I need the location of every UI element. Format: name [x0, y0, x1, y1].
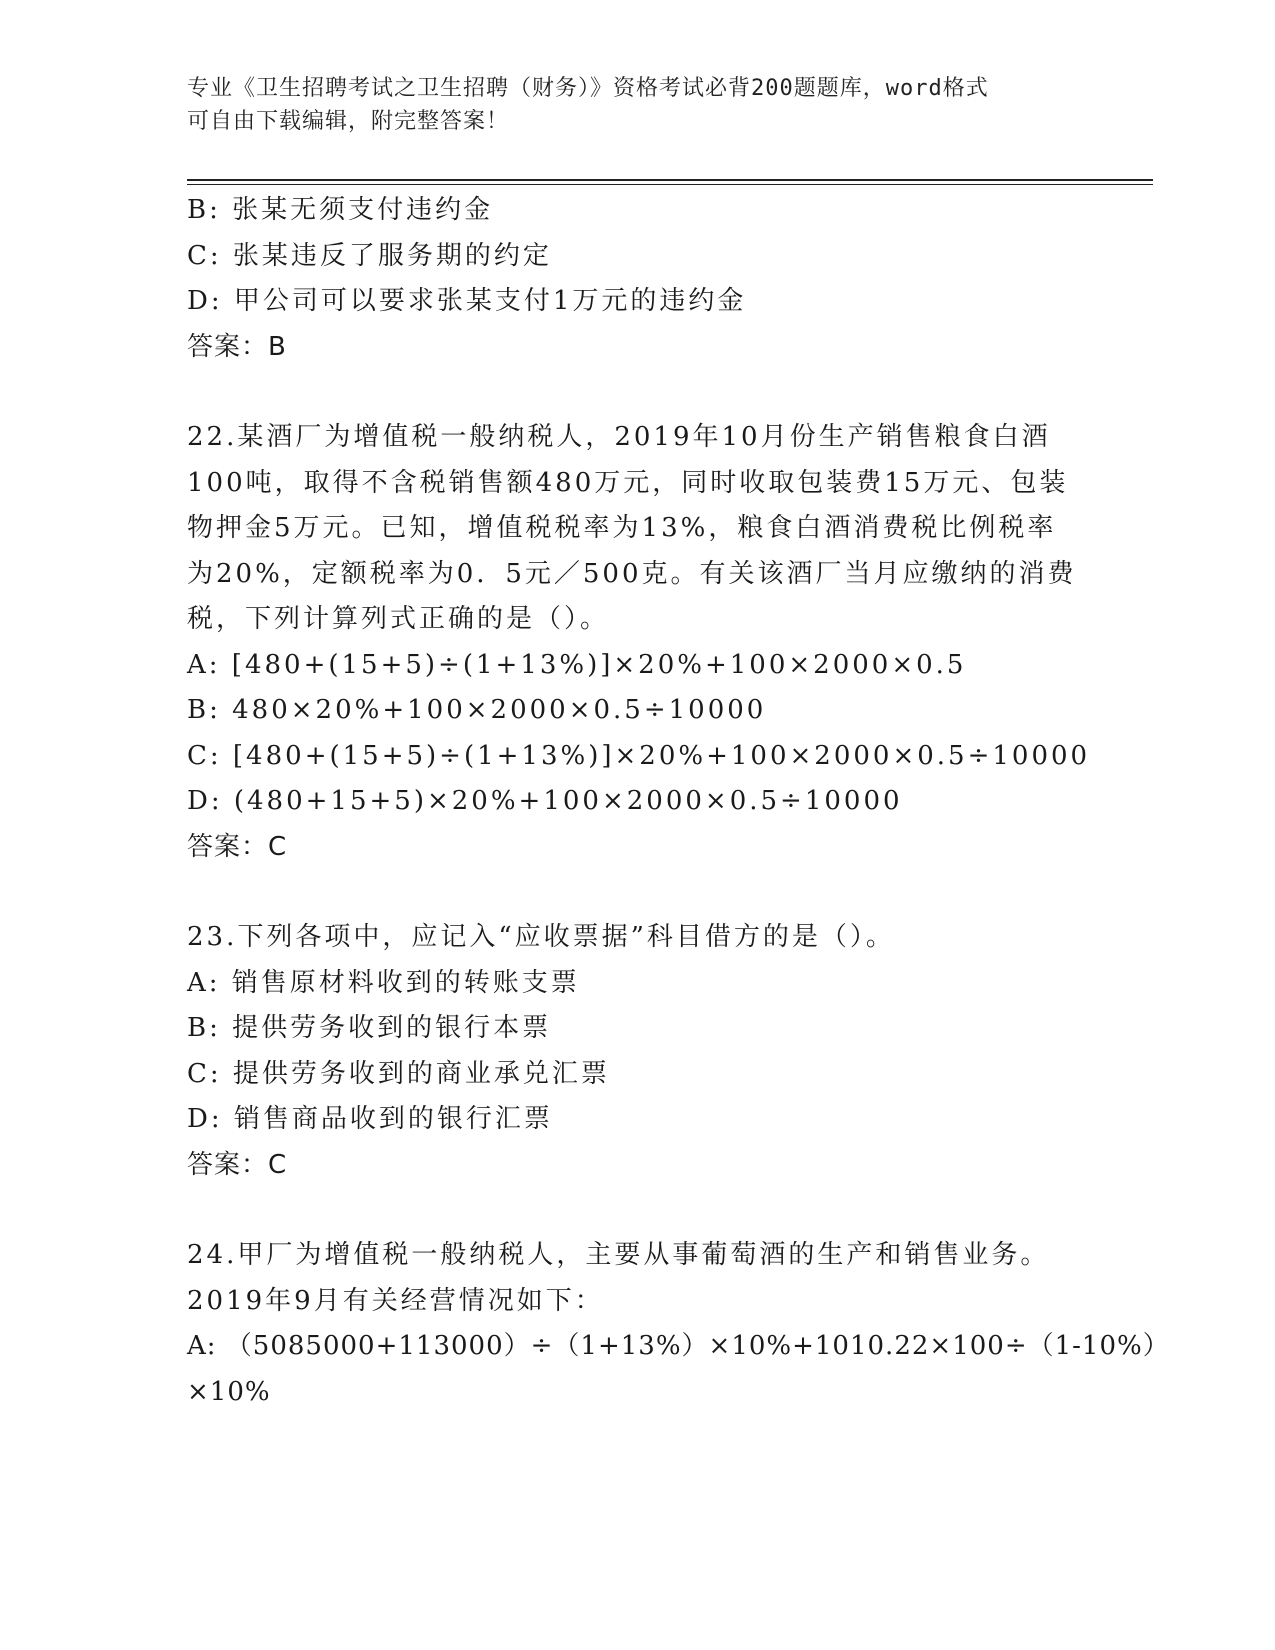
- option-b: B: 480×20%+100×2000×0.5÷10000: [187, 695, 767, 725]
- question-21: [187, 188, 1087, 370]
- option-a: A: （5085000+113000）÷（1+13%）×10%+1010.22×100÷（1-10%）: [187, 1331, 1170, 1361]
- document-body: [187, 188, 1170, 1415]
- header-divider-thin: [187, 184, 1153, 185]
- question-stem-line: 为20%，定额税率为0．5元／500克。有关该酒厂当月应缴纳的消费: [187, 558, 1077, 589]
- answer: 答案：C: [187, 1149, 288, 1180]
- header-line-1: 专业《卫生招聘考试之卫生招聘（财务）》资格考试必背200题题库，word格式: [187, 76, 989, 101]
- question-stem-line: 22.某酒厂为增值税一般纳税人，2019年10月份生产销售粮食白酒: [187, 422, 1051, 452]
- option-c: C: 张某违反了服务期的约定: [187, 240, 552, 271]
- option-d: D: (480+15+5)×20%+100×2000×0.5÷10000: [187, 786, 903, 816]
- option-a: A: [480+(15+5)÷(1+13%)]×20%+100×2000×0.5: [187, 649, 967, 680]
- spacer: [187, 1188, 1087, 1233]
- question-stem-line: 100吨，取得不含税销售额480万元，同时收取包装费15万元、包装: [187, 467, 1069, 498]
- option-a-continued: ×10%: [187, 1376, 271, 1407]
- question-stem-line: 物押金5万元。已知，增值税税率为13%，粮食白酒消费税比例税率: [187, 513, 1057, 543]
- option-a: A: 销售原材料收到的转账支票: [187, 967, 580, 998]
- option-c: C: 提供劳务收到的商业承兑汇票: [187, 1058, 610, 1089]
- option-d: D: 销售商品收到的银行汇票: [187, 1104, 553, 1134]
- question-22: [187, 415, 1091, 870]
- question-stem-line: 税，下列计算列式正确的是（）。: [187, 604, 610, 634]
- option-c: C: [480+(15+5)÷(1+13%)]×20%+100×2000×0.5÷10000: [187, 740, 1091, 771]
- document-header: [187, 72, 1087, 138]
- question-stem-line: 24.甲厂为增值税一般纳税人，主要从事葡萄酒的生产和销售业务。: [187, 1240, 1050, 1270]
- header-line-2: 可自由下载编辑，附完整答案！: [187, 109, 510, 134]
- spacer: [187, 370, 1087, 415]
- answer: 答案：C: [187, 831, 288, 862]
- header-divider-thick: [187, 179, 1153, 181]
- spacer: [187, 870, 1087, 915]
- option-d: D: 甲公司可以要求张某支付1万元的违约金: [187, 286, 747, 316]
- option-b: B: 提供劳务收到的银行本票: [187, 1013, 552, 1043]
- question-23: [187, 915, 1087, 1188]
- question-24: [187, 1233, 1170, 1415]
- option-b: B: 张某无须支付违约金: [187, 195, 494, 225]
- answer: 答案：B: [187, 331, 287, 362]
- question-stem-line: 23.下列各项中，应记入“应收票据”科目借方的是（）。: [187, 922, 895, 952]
- question-stem-line: 2019年9月有关经营情况如下：: [187, 1285, 604, 1316]
